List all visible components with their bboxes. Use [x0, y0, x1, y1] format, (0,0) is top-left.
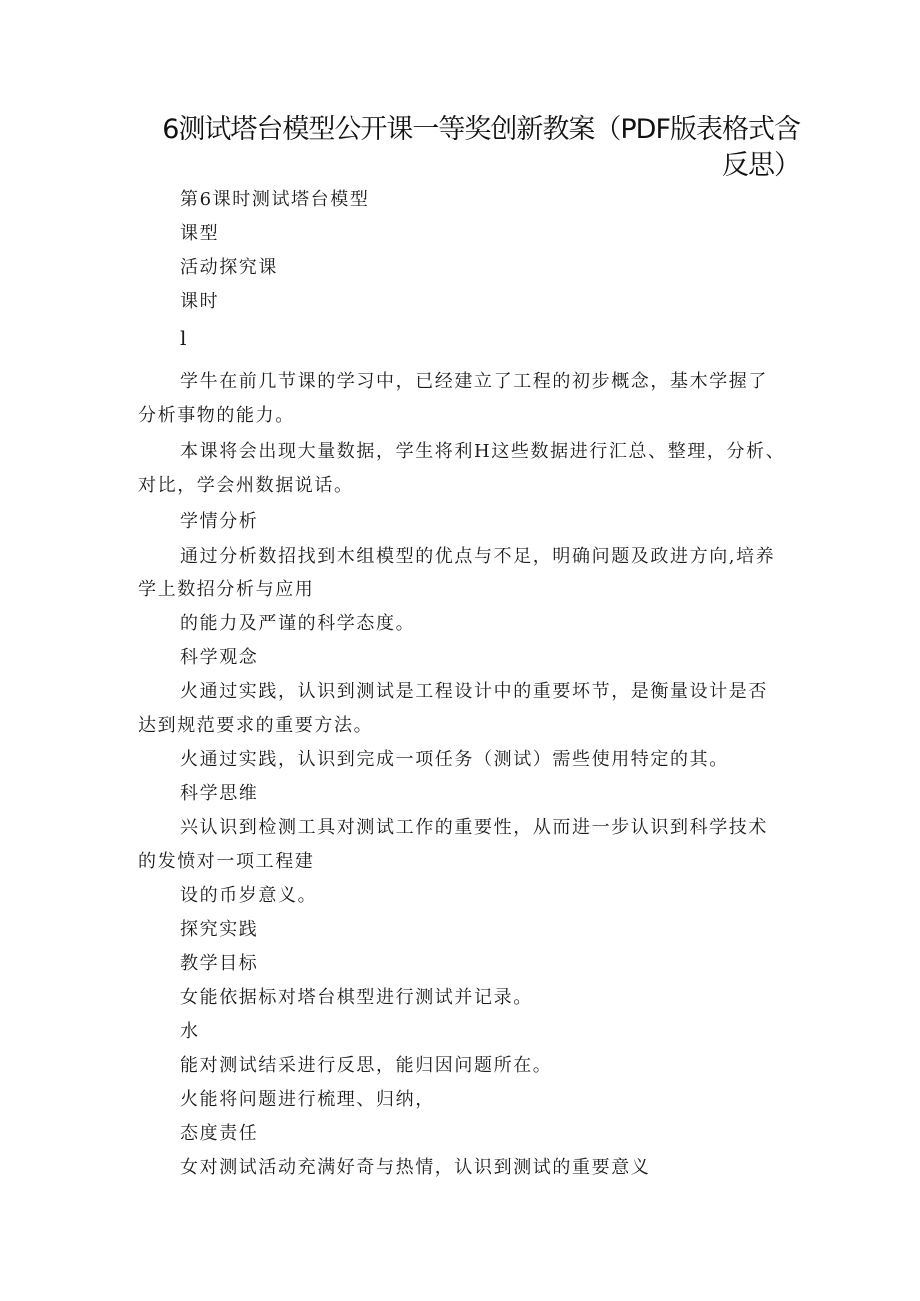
- section-heading: 学情分析: [180, 511, 259, 532]
- paragraph-line: 火能将问题进行梳理、归纳，: [180, 1089, 435, 1110]
- paragraph-line: 分析事物的能力。: [138, 405, 295, 426]
- paragraph-line: 水: [180, 1021, 200, 1042]
- section-heading: 态度责任: [180, 1123, 259, 1144]
- section-heading: 科学思维: [180, 783, 259, 804]
- lesson-heading: 第6课时测试塔台模型: [180, 189, 370, 210]
- value-class-hours: l: [180, 326, 188, 350]
- label-lesson-type: 课型: [180, 223, 220, 244]
- paragraph-line: 学牛在前几节课的学习中，已经建立了工程的初步概念，基木学握了: [180, 371, 768, 392]
- paragraph-line: 女能依据标对塔台棋型进行测试并记录。: [180, 987, 533, 1008]
- paragraph-line: 能对测试结采进行反思，能归因问题所在。: [180, 1055, 553, 1076]
- paragraph-line: 对比，学会州数据说话。: [138, 475, 354, 496]
- paragraph-line: 本课将会出现大量数据，学生将利H这些数据进行汇总、整理，分析、: [180, 441, 786, 462]
- document-title: 6测试塔台模型公开课一等奖创新教案（PDF版表格式含反思）: [162, 114, 800, 181]
- section-heading: 科学观念: [180, 647, 259, 668]
- paragraph-line: 的能力及严谨的科学态度。: [180, 613, 416, 634]
- label-class-hours: 课时: [180, 291, 220, 312]
- paragraph-line: 女对测试活动充满好奇与热情，认识到测试的重要意义: [180, 1157, 651, 1178]
- paragraph-line: 设的币岁意义。: [180, 885, 318, 906]
- value-lesson-type: 活动探究课: [180, 257, 278, 278]
- paragraph-line: 兴认识到检测工具对测试工作的重要性，从而进一步认识到科学技术: [180, 817, 768, 838]
- paragraph-line: 学上数招分析与应用: [138, 579, 315, 600]
- paragraph-line: 火通过实践，认识到测试是工程设计中的重要坏节，是衡量设计是否: [180, 681, 768, 702]
- paragraph-line: 火通过实践，认识到完成一项任务（测试）需些使用特定的其。: [180, 749, 729, 770]
- paragraph-line: 通过分析数招找到木组模型的优点与不足，明确问题及政进方向,培养: [180, 546, 776, 567]
- section-heading: 探究实践: [180, 919, 259, 940]
- paragraph-line: 的发愤对一项工程建: [138, 851, 315, 872]
- section-heading: 教学目标: [180, 953, 259, 974]
- paragraph-line: 达到规范要求的重要方法。: [138, 715, 374, 736]
